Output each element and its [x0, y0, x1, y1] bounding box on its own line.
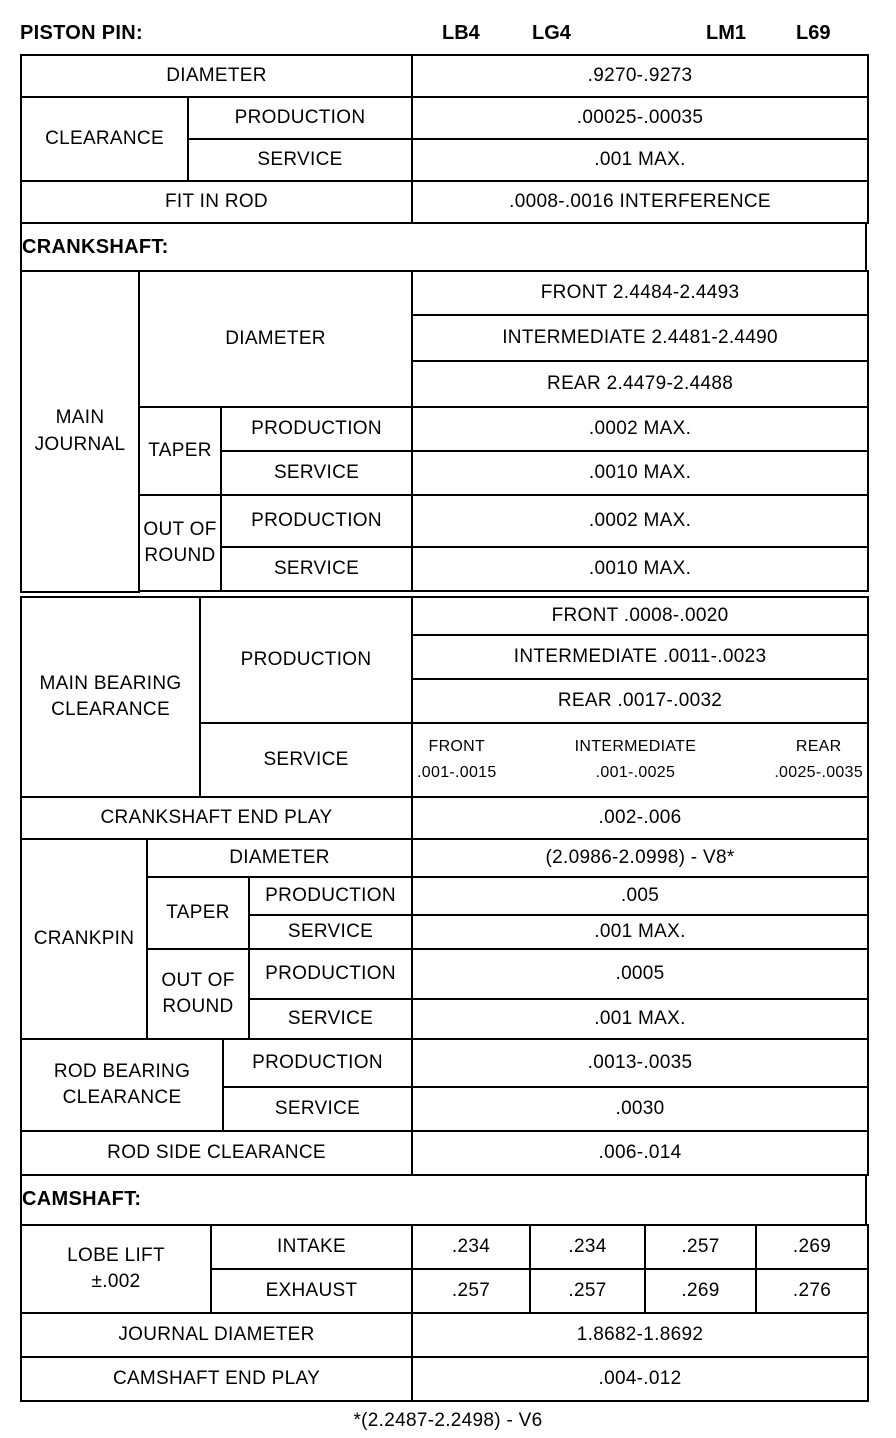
cp-oor-service-label: SERVICE — [249, 999, 412, 1039]
exhaust-lm1-value: .269 — [645, 1269, 756, 1313]
pp-fit-value: .0008-.0016 INTERFERENCE — [412, 181, 868, 223]
pp-service-label: SERVICE — [188, 139, 412, 181]
mb-service-rear-label: REAR — [795, 737, 842, 755]
cs-diameter-rear: REAR 2.4479-2.4488 — [412, 361, 868, 407]
piston-pin-table — [20, 54, 869, 224]
rod-bearing-label: ROD BEARING CLEARANCE — [21, 1039, 223, 1131]
cam-end-play-label: CAMSHAFT END PLAY — [21, 1357, 412, 1401]
intake-lm1-value: .257 — [645, 1225, 756, 1269]
cs-oor-service-value: .0010 MAX. — [412, 547, 868, 591]
pp-clearance-label: CLEARANCE — [21, 97, 188, 181]
crankpin-table — [20, 838, 869, 1176]
cs-diameter-intermediate: INTERMEDIATE 2.4481-2.4490 — [412, 315, 868, 361]
main-journal-label: MAIN JOURNAL — [21, 271, 139, 592]
intake-lb4-value: .234 — [412, 1225, 530, 1269]
mb-service-intermediate-value: .001-.0025 — [595, 764, 676, 781]
cp-taper-production-value: .005 — [412, 877, 868, 915]
pp-diameter-label: DIAMETER — [21, 55, 412, 97]
crankshaft-heading-bar — [20, 222, 867, 272]
exhaust-label: EXHAUST — [211, 1269, 412, 1313]
pp-fit-label: FIT IN ROD — [21, 181, 412, 223]
cs-oor-service-label: SERVICE — [221, 547, 412, 591]
lobe-lift-tolerance: ±.002 — [91, 1271, 141, 1292]
cs-diameter-label: DIAMETER — [139, 271, 412, 407]
cs-oor-production-value: .0002 MAX. — [412, 495, 868, 547]
engine-l69-label: L69 — [796, 22, 831, 44]
cp-oor-service-value: .001 MAX. — [412, 999, 868, 1039]
cs-taper-production-value: .0002 MAX. — [412, 407, 868, 451]
cs-taper-label: TAPER — [139, 407, 221, 495]
camshaft-heading: CAMSHAFT: — [22, 1188, 142, 1210]
exhaust-lg4-value: .257 — [530, 1269, 645, 1313]
engine-lg4-label: LG4 — [532, 22, 571, 44]
camshaft-table — [20, 1224, 869, 1402]
intake-l69-value: .269 — [756, 1225, 868, 1269]
crankshaft-table-2 — [20, 596, 869, 840]
mb-front: FRONT .0008-.0020 — [412, 597, 868, 635]
cp-taper-service-value: .001 MAX. — [412, 915, 868, 949]
pp-diameter-value: .9270-.9273 — [412, 55, 868, 97]
cp-diameter-value: (2.0986-2.0998) - V8* — [412, 839, 868, 877]
engine-lm1-label: LM1 — [706, 22, 746, 44]
pp-production-label: PRODUCTION — [188, 97, 412, 139]
mb-rear: REAR .0017-.0032 — [412, 679, 868, 723]
crankshaft-table — [20, 270, 869, 593]
cs-end-play-label: CRANKSHAFT END PLAY — [21, 797, 412, 839]
mb-service-label: SERVICE — [200, 723, 412, 797]
cs-taper-service-label: SERVICE — [221, 451, 412, 495]
pp-production-value: .00025-.00035 — [412, 97, 868, 139]
cs-oor-label: OUT OF ROUND — [139, 495, 221, 591]
cp-oor-production-label: PRODUCTION — [249, 949, 412, 999]
cs-end-play-value: .002-.006 — [412, 797, 868, 839]
intake-lg4-value: .234 — [530, 1225, 645, 1269]
journal-diameter-value: 1.8682-1.8692 — [412, 1313, 868, 1357]
piston-pin-heading: PISTON PIN: — [20, 22, 143, 44]
crankpin-label: CRANKPIN — [21, 839, 147, 1039]
rb-production-label: PRODUCTION — [223, 1039, 412, 1087]
mb-production-label: PRODUCTION — [200, 597, 412, 723]
lobe-lift-label — [21, 1225, 211, 1313]
rb-service-value: .0030 — [412, 1087, 868, 1131]
rb-production-value: .0013-.0035 — [412, 1039, 868, 1087]
mb-service-front-value: .001-.0015 — [417, 764, 497, 781]
footnote: *(2.2487-2.2498) - V6 — [353, 1410, 543, 1431]
rb-service-label: SERVICE — [223, 1087, 412, 1131]
cs-taper-production-label: PRODUCTION — [221, 407, 412, 451]
mb-service-cell — [412, 723, 868, 797]
rod-side-value: .006-.014 — [412, 1131, 868, 1175]
cp-oor-production-value: .0005 — [412, 949, 868, 999]
rod-side-label: ROD SIDE CLEARANCE — [21, 1131, 412, 1175]
mb-intermediate: INTERMEDIATE .0011-.0023 — [412, 635, 868, 679]
crankshaft-heading: CRANKSHAFT: — [22, 236, 169, 258]
engine-lb4-label: LB4 — [442, 22, 480, 44]
lobe-lift-title: LOBE LIFT — [67, 1244, 165, 1266]
cp-taper-label: TAPER — [147, 877, 249, 949]
camshaft-heading-bar — [20, 1176, 867, 1226]
cs-oor-production-label: PRODUCTION — [221, 495, 412, 547]
cs-diameter-front: FRONT 2.4484-2.4493 — [412, 271, 868, 315]
cp-taper-service-label: SERVICE — [249, 915, 412, 949]
mb-service-rear-value: .0025-.0035 — [774, 764, 864, 781]
intake-label: INTAKE — [211, 1225, 412, 1269]
cp-taper-production-label: PRODUCTION — [249, 877, 412, 915]
exhaust-l69-value: .276 — [756, 1269, 868, 1313]
cs-taper-service-value: .0010 MAX. — [412, 451, 868, 495]
pp-service-value: .001 MAX. — [412, 139, 868, 181]
journal-diameter-label: JOURNAL DIAMETER — [21, 1313, 412, 1357]
main-bearing-label: MAIN BEARING CLEARANCE — [21, 597, 200, 797]
cam-end-play-value: .004-.012 — [412, 1357, 868, 1401]
exhaust-lb4-value: .257 — [412, 1269, 530, 1313]
cp-diameter-label: DIAMETER — [147, 839, 412, 877]
mb-service-front-label: FRONT — [428, 737, 486, 755]
cp-oor-label: OUT OF ROUND — [147, 949, 249, 1039]
mb-service-intermediate-label: INTERMEDIATE — [574, 737, 697, 755]
